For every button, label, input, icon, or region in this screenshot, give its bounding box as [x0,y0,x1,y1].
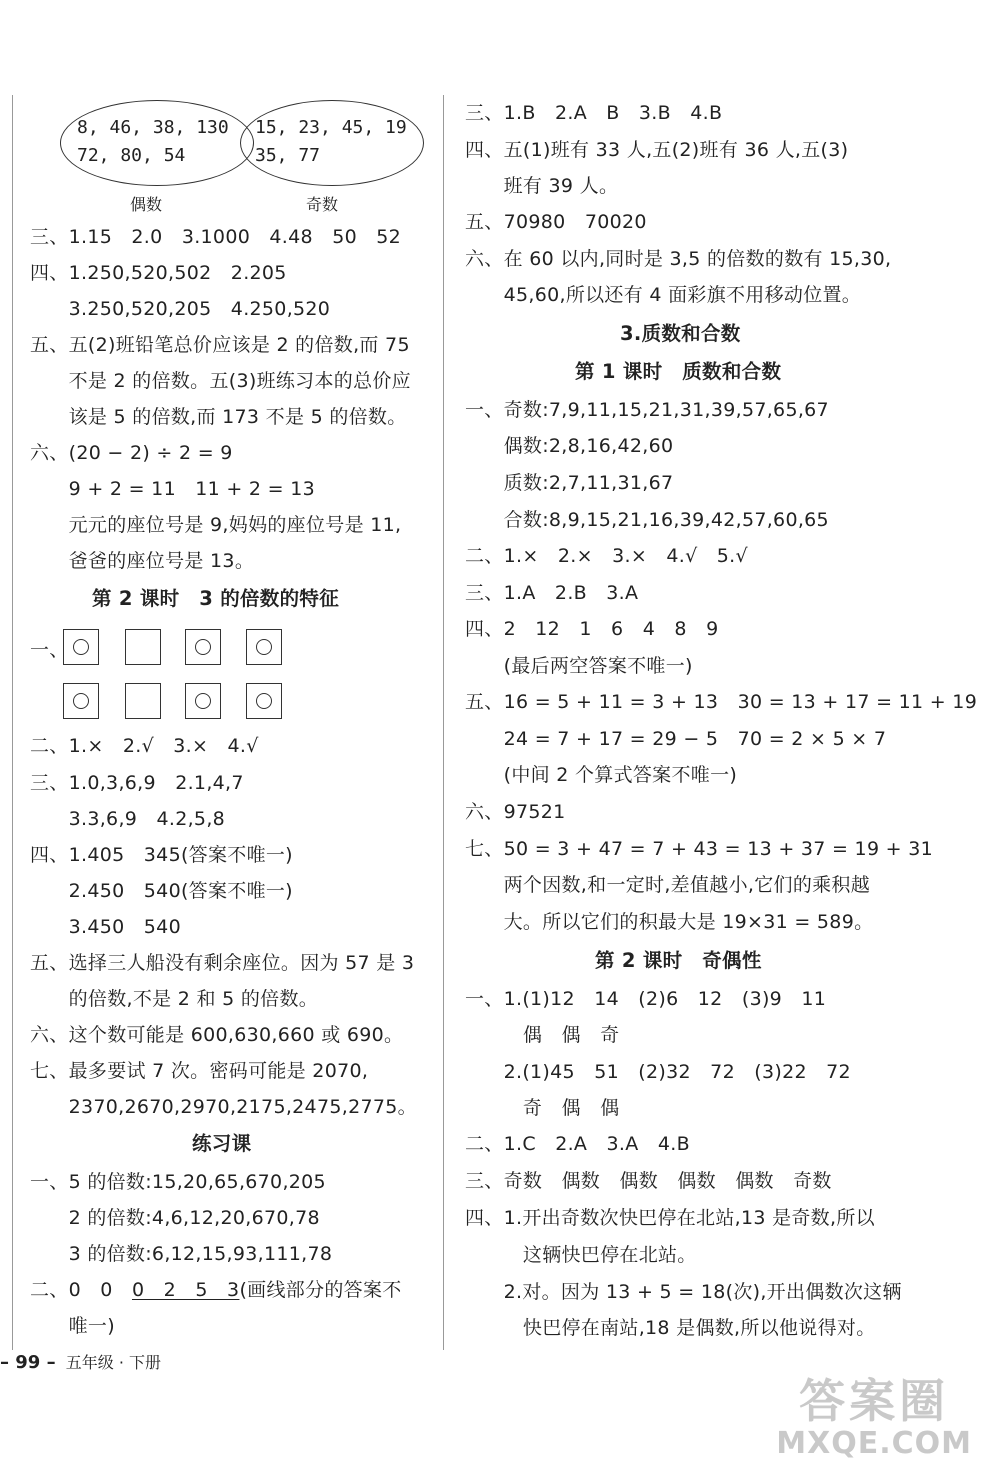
q1-prefix: 一、 [30,639,69,661]
page-number: – 99 – [0,1352,56,1373]
answer-line: 2 的倍数:4,6,12,20,670,78 [30,1207,320,1229]
answer-line: 3 的倍数:6,12,15,93,111,78 [30,1243,333,1265]
answer-line: 六、在 60 以内,同时是 3,5 的倍数的数有 15,30, [465,248,892,270]
answer-line: 三、1.B 2.A B 3.B 4.B [465,102,723,124]
answer-line [30,1277,402,1303]
answer-line: 六、97521 [465,801,566,823]
answer-line: 这辆快巴停在北站。 [465,1244,697,1266]
answer-line: 七、50 = 3 + 47 = 7 + 43 = 13 + 37 = 19 + 31 [465,838,934,860]
answer-line: (最后两空答案不唯一) [465,655,693,677]
answer-line: 一、奇数:7,9,11,15,21,31,39,57,65,67 [465,399,829,421]
answer-line: 一、1.(1)12 14 (2)6 12 (3)9 11 [465,988,827,1010]
answer-line: 2370,2670,2970,2175,2475,2775。 [30,1096,417,1118]
answer-box-empty [125,683,161,719]
answer-line: 七、最多要试 7 次。密码可能是 2070, [30,1060,369,1082]
answer-line: 一、5 的倍数:15,20,65,670,205 [30,1171,326,1193]
answer-line: 三、1.A 2.B 3.A [465,582,639,604]
answer-line: 2.450 540(答案不唯一) [30,880,293,902]
answer-box-empty [125,629,161,665]
answer-line: 3.3,6,9 4.2,5,8 [30,808,226,830]
left-margin-rule [12,95,13,1350]
answer-line: 四、2 12 1 6 4 8 9 [465,618,719,640]
answer-box-circled [246,629,282,665]
circle-mark-icon [256,639,272,655]
even-label: 偶数 [130,195,163,214]
answer-box-circled [246,683,282,719]
practice-title: 练习课 [192,1132,252,1155]
answer-line: 四、1.250,520,502 2.205 [30,262,287,284]
practice-q2-suffix: (画线部分的答案不 [239,1279,402,1301]
answer-line: 三、1.0,3,6,9 2.1,4,7 [30,772,244,794]
answer-line: 快巴停在南站,18 是偶数,所以他说得对。 [465,1317,876,1339]
circle-mark-icon [73,639,89,655]
answer-line: 五、70980 70020 [465,211,647,233]
odd-label: 奇数 [306,195,339,214]
answer-line: 六、(20 − 2) ÷ 2 = 9 [30,442,233,464]
answer-line: 24 = 7 + 17 = 29 − 5 70 = 2 × 5 × 7 [465,728,887,750]
answer-line: 爸爸的座位号是 13。 [30,550,255,572]
answer-line: 偶 偶 奇 [465,1024,620,1046]
grade-label: 五年级 · 下册 [65,1353,162,1372]
answer-line: 班有 39 人。 [465,175,619,197]
watermark-logo [776,1375,972,1461]
answer-line: 的倍数,不是 2 和 5 的倍数。 [30,988,319,1010]
answer-line: 9 + 2 = 11 11 + 2 = 13 [30,478,315,500]
column-divider [443,95,444,1350]
odd-numbers-line2: 35, 77 [255,145,321,166]
answer-line: 偶数:2,8,16,42,60 [465,435,674,457]
answer-line: 合数:8,9,15,21,16,39,42,57,60,65 [465,509,829,531]
practice-q2-prefix: 二、0 0 [30,1279,132,1301]
answer-line: 该是 5 的倍数,而 173 不是 5 的倍数。 [30,406,407,428]
answer-line: 质数:2,7,11,31,67 [465,472,674,494]
answer-line: 两个因数,和一定时,差值越小,它们的乘积越 [465,874,871,896]
answer-line: 3.450 540 [30,916,181,938]
odd-numbers-line1: 15, 23, 45, 19 [255,117,407,138]
circle-mark-icon [195,639,211,655]
practice-q2-underlined: 0 2 5 3 [131,1279,240,1301]
circle-mark-icon [256,693,272,709]
section-title: 3.质数和合数 [620,322,741,345]
answer-line: 六、这个数可能是 600,630,660 或 690。 [30,1024,404,1046]
watermark-top: 答案圈 [799,1374,950,1428]
watermark-url: MXQE.COM [776,1426,972,1461]
answer-line: 三、奇数 偶数 偶数 偶数 偶数 奇数 [465,1170,832,1192]
even-numbers-line1: 8, 46, 38, 130 [77,117,229,138]
answer-line: 唯一) [30,1315,115,1337]
answer-line: 二、1.C 2.A 3.A 4.B [465,1133,690,1155]
even-numbers-line2: 72, 80, 54 [77,145,186,166]
answer-box-circled [185,683,221,719]
lesson2-title: 第 2 课时 奇偶性 [595,949,762,972]
lesson2-title: 第 2 课时 3 的倍数的特征 [92,587,340,610]
answer-line: 二、1.× 2.√ 3.× 4.√ [30,735,259,757]
answer-line: 四、1.开出奇数次快巴停在北站,13 是奇数,所以 [465,1207,875,1229]
answer-line: 元元的座位号是 9,妈妈的座位号是 11, [30,514,402,536]
answer-line: 2.对。因为 13 + 5 = 18(次),开出偶数次这辆 [465,1281,902,1303]
answer-line: 奇 偶 偶 [465,1097,620,1119]
answer-line: 二、1.× 2.× 3.× 4.√ 5.√ [465,545,748,567]
answer-line: 五、五(2)班铅笔总价应该是 2 的倍数,而 75 [30,334,410,356]
answer-line: (中间 2 个算式答案不唯一) [465,764,738,786]
answer-box-circled [63,629,99,665]
circle-mark-icon [195,693,211,709]
answer-box-circled [185,629,221,665]
page-footer [0,1350,161,1373]
answer-box-circled [63,683,99,719]
lesson1-title: 第 1 课时 质数和合数 [575,360,782,383]
circle-mark-icon [73,693,89,709]
answer-line: 大。所以它们的积最大是 19×31 = 589。 [465,911,874,933]
answer-line: 四、五(1)班有 33 人,五(2)班有 36 人,五(3) [465,139,849,161]
answer-line: 3.250,520,205 4.250,520 [30,298,331,320]
answer-line: 五、16 = 5 + 11 = 3 + 13 30 = 13 + 17 = 11 + 19 [465,691,978,713]
answer-line: 不是 2 的倍数。五(3)班练习本的总价应 [30,370,411,392]
answer-line: 四、1.405 345(答案不唯一) [30,844,293,866]
answer-line: 五、选择三人船没有剩余座位。因为 57 是 3 [30,952,415,974]
answer-line: 45,60,所以还有 4 面彩旗不用移动位置。 [465,284,862,306]
answer-line: 三、1.15 2.0 3.1000 4.48 50 52 [30,226,402,248]
answer-line: 2.(1)45 51 (2)32 72 (3)22 72 [465,1061,851,1083]
